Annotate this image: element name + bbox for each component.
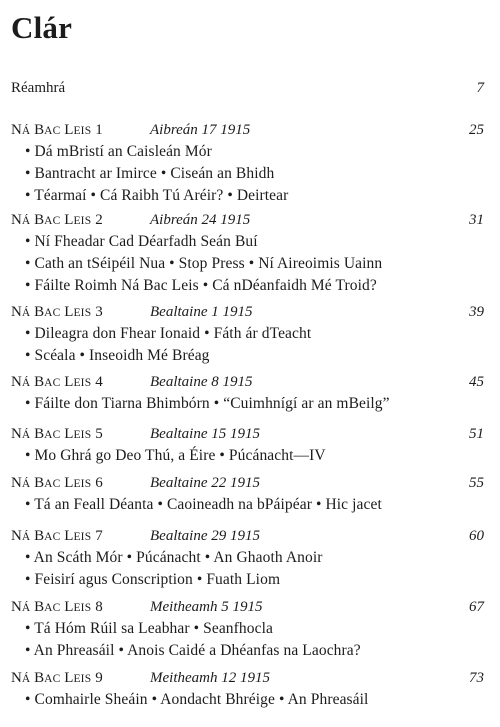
section-heading — [11, 596, 484, 618]
entry-line: • Tá Hóm Rúil sa Leabhar • Seanfhocla — [25, 620, 273, 637]
section-name-part: AC — [44, 531, 61, 543]
section-name-part: AC — [44, 602, 61, 614]
page-number: 7 — [476, 80, 484, 96]
section-name-part: B — [34, 670, 45, 686]
section-name-part: B — [34, 122, 45, 138]
section-name-part: B — [34, 374, 45, 390]
section-heading — [11, 423, 484, 445]
entry-line: • An Scáth Mór • Púcánacht • An Ghaoth Anoir — [25, 549, 323, 566]
section-name-part: L — [64, 426, 74, 442]
page-number: 31 — [469, 212, 484, 228]
section-name-part: EIS — [73, 673, 92, 685]
section-name-part: AC — [44, 429, 61, 441]
page-title: Clár — [11, 10, 73, 45]
entry-line: • Fáilte don Tiarna Bhimbórn • “Cuimhnígí ar an mBeilg” — [25, 395, 390, 412]
section-name — [11, 371, 103, 394]
section-date: Meitheamh 12 1915 — [150, 670, 270, 686]
section-name-part: B — [34, 426, 45, 442]
section-number: 4 — [95, 374, 103, 390]
entry-line: • Cath an tSéipéil Nua • Stop Press • Ní Aireoimis Uainn — [25, 255, 383, 272]
section-date: Bealtaine 1 1915 — [150, 304, 253, 320]
section-name — [11, 472, 103, 495]
entry-line: • Comhairle Sheáin • Aondacht Bhréige • An Phreasáil — [25, 691, 369, 708]
section-name-part: N — [11, 528, 22, 544]
section-name-part: L — [64, 670, 74, 686]
section-name-part: N — [11, 475, 22, 491]
page-number: 60 — [469, 528, 484, 544]
page-number: 67 — [469, 599, 484, 615]
intro-entry — [11, 77, 484, 99]
section-number: 9 — [95, 670, 103, 686]
section-name-part: B — [34, 475, 45, 491]
page-number: 25 — [469, 122, 484, 138]
section-name-part: N — [11, 212, 22, 228]
section-name-part: AC — [44, 673, 61, 685]
section-name-part: EIS — [73, 215, 92, 227]
section-name-part: L — [64, 122, 74, 138]
section-date: Aibreán 24 1915 — [150, 212, 251, 228]
page-number: 45 — [469, 374, 484, 390]
section-name — [11, 423, 103, 446]
section-name-part: EIS — [73, 429, 92, 441]
section-name-part: EIS — [73, 307, 92, 319]
section-number: 2 — [95, 212, 103, 228]
page-number: 51 — [469, 426, 484, 442]
section-heading — [11, 119, 484, 141]
entry-line: • Feisirí agus Conscription • Fuath Liom — [25, 571, 281, 588]
section-name-part: EIS — [73, 602, 92, 614]
section-name-part: L — [64, 304, 74, 320]
section-name — [11, 209, 103, 232]
section-name-part: EIS — [73, 478, 92, 490]
section-name-part: Á — [21, 602, 31, 614]
section-name-part: N — [11, 374, 22, 390]
section-heading — [11, 472, 484, 494]
entry-line: • Scéala • Inseoidh Mé Bréag — [25, 347, 210, 364]
section-name — [11, 525, 103, 548]
section-name-part: Á — [21, 377, 31, 389]
section-name-part: L — [64, 528, 74, 544]
section-heading — [11, 301, 484, 323]
section-name-part: B — [34, 528, 45, 544]
section-name-part: Á — [21, 478, 31, 490]
section-date: Bealtaine 8 1915 — [150, 374, 253, 390]
section-name-part: N — [11, 122, 22, 138]
section-name-part: EIS — [73, 125, 92, 137]
entry-line: • Tá an Feall Déanta • Caoineadh na bPáipéar • Hic jacet — [25, 496, 382, 513]
section-name-part: EIS — [73, 531, 92, 543]
section-name-part: EIS — [73, 377, 92, 389]
entry-line: • Ní Fheadar Cad Déarfadh Seán Buí — [25, 233, 258, 250]
section-date: Aibreán 17 1915 — [150, 122, 251, 138]
section-name — [11, 667, 103, 690]
section-name-part: Á — [21, 531, 31, 543]
section-name — [11, 596, 103, 619]
entry-line: • Bantracht ar Imirce • Ciseán an Bhidh — [25, 165, 275, 182]
section-name-part: B — [34, 599, 45, 615]
section-date: Bealtaine 22 1915 — [150, 475, 260, 491]
section-number: 8 — [95, 599, 103, 615]
section-date: Bealtaine 15 1915 — [150, 426, 260, 442]
page-number: 39 — [469, 304, 484, 320]
section-name-part: AC — [44, 478, 61, 490]
section-name-part: Á — [21, 673, 31, 685]
section-name — [11, 119, 103, 142]
page-number: 55 — [469, 475, 484, 491]
section-number: 1 — [95, 122, 103, 138]
section-number: 6 — [95, 475, 103, 491]
section-name-part: AC — [44, 377, 61, 389]
entry-line: • Dileagra don Fhear Ionaid • Fáth ár dTeacht — [25, 325, 312, 342]
intro-label: Réamhrá — [11, 80, 66, 96]
section-name-part: L — [64, 599, 74, 615]
section-date: Meitheamh 5 1915 — [150, 599, 263, 615]
entry-line: • Mo Ghrá go Deo Thú, a Éire • Púcánacht—IV — [25, 447, 326, 464]
page-number: 73 — [469, 670, 484, 686]
section-date: Bealtaine 29 1915 — [150, 528, 260, 544]
section-number: 5 — [95, 426, 103, 442]
section-name-part: Á — [21, 125, 31, 137]
section-heading — [11, 209, 484, 231]
section-name-part: B — [34, 304, 45, 320]
section-name-part: B — [34, 212, 45, 228]
section-name-part: L — [64, 475, 74, 491]
entry-line: • An Phreasáil • Anois Caidé a Dhéanfas na Laochra? — [25, 642, 361, 659]
section-name-part: N — [11, 599, 22, 615]
section-heading — [11, 371, 484, 393]
section-name-part: Á — [21, 429, 31, 441]
section-name — [11, 301, 103, 324]
section-name-part: AC — [44, 125, 61, 137]
section-number: 7 — [95, 528, 103, 544]
section-name-part: L — [64, 212, 74, 228]
entry-line: • Téarmaí • Cá Raibh Tú Aréir? • Deirtear — [25, 187, 289, 204]
entry-line: • Dá mBristí an Caisleán Mór — [25, 143, 212, 160]
section-number: 3 — [95, 304, 103, 320]
section-heading — [11, 525, 484, 547]
section-heading — [11, 667, 484, 689]
section-name-part: AC — [44, 307, 61, 319]
section-name-part: N — [11, 670, 22, 686]
section-name-part: N — [11, 426, 22, 442]
section-name-part: Á — [21, 307, 31, 319]
section-name-part: Á — [21, 215, 31, 227]
entry-line: • Fáilte Roimh Ná Bac Leis • Cá nDéanfaidh Mé Troid? — [25, 277, 377, 294]
section-name-part: AC — [44, 215, 61, 227]
section-name-part: N — [11, 304, 22, 320]
section-name-part: L — [64, 374, 74, 390]
